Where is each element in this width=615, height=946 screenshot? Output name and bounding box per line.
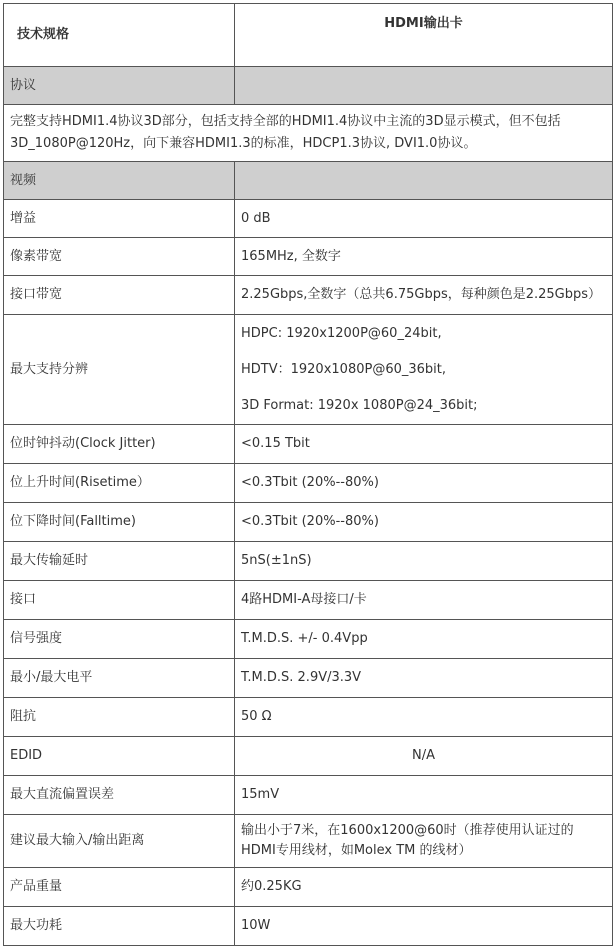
table-row: [4, 815, 613, 868]
table-row: [4, 276, 613, 315]
spec-value: 4路HDMI-A母接口/卡: [235, 581, 613, 620]
spec-key: 信号强度: [4, 620, 235, 659]
spec-key: 增益: [4, 200, 235, 238]
section-row-protocol: [4, 67, 613, 105]
spec-value: 5nS(±1nS): [235, 542, 613, 581]
spec-key: 接口带宽: [4, 276, 235, 315]
spec-key: 最小/最大电平: [4, 659, 235, 698]
spec-value: <0.3Tbit (20%--80%): [235, 503, 613, 542]
spec-value: 10W: [235, 907, 613, 946]
resolution-line: HDPC: 1920x1200P@60_24bit,: [241, 325, 442, 341]
table-row: [4, 315, 613, 425]
spec-value: N/A: [235, 737, 613, 776]
table-header-row: [4, 4, 613, 67]
table-row: [4, 659, 613, 698]
table-row: [4, 620, 613, 659]
spec-value: <0.3Tbit (20%--80%): [235, 464, 613, 503]
spec-key: 位时钟抖动(Clock Jitter): [4, 425, 235, 464]
resolution-line: 3D Format: 1920x 1080P@24_36bit;: [241, 397, 478, 413]
spec-value: 0 dB: [235, 200, 613, 238]
table-row: [4, 200, 613, 238]
spec-key: 建议最大输入/输出距离: [4, 815, 235, 868]
protocol-description-row: [4, 105, 613, 162]
table-row: [4, 776, 613, 815]
section-label-protocol: 协议: [4, 67, 235, 105]
spec-value: <0.15 Tbit: [235, 425, 613, 464]
table-row: [4, 698, 613, 737]
spec-value: 15mV: [235, 776, 613, 815]
table-row: [4, 542, 613, 581]
protocol-description: 完整支持HDMI1.4协议3D部分，包括支持全部的HDMI1.4协议中主流的3D显示模式，但不包括3D_1080P@120Hz，向下兼容HDMI1.3的标准，HDCP1.3协议, DVI1.0协议。: [4, 105, 613, 162]
spec-value: 50 Ω: [235, 698, 613, 737]
spec-key: 位上升时间(Risetime）: [4, 464, 235, 503]
table-row: [4, 868, 613, 907]
spec-key: 阻抗: [4, 698, 235, 737]
spec-key: 最大传输延时: [4, 542, 235, 581]
table-row: [4, 503, 613, 542]
spec-key: 最大支持分辨: [4, 315, 235, 425]
spec-key: 产品重量: [4, 868, 235, 907]
spec-key: EDID: [4, 737, 235, 776]
spec-value: 2.25Gbps,全数字（总共6.75Gbps，每种颜色是2.25Gbps）: [235, 276, 613, 315]
spec-key: 最大直流偏置误差: [4, 776, 235, 815]
resolution-line: HDTV：1920x1080P@60_36bit,: [241, 361, 446, 377]
section-empty: [235, 67, 613, 105]
table-row: [4, 464, 613, 503]
spec-value: 165MHz, 全数字: [235, 238, 613, 276]
spec-value: T.M.D.S. +/- 0.4Vpp: [235, 620, 613, 659]
spec-value: T.M.D.S. 2.9V/3.3V: [235, 659, 613, 698]
spec-table: [3, 3, 613, 946]
spec-value: 约0.25KG: [235, 868, 613, 907]
table-row: [4, 907, 613, 946]
section-label-video: 视频: [4, 162, 235, 200]
section-row-video: [4, 162, 613, 200]
header-key: 技术规格: [4, 4, 235, 67]
spec-key: 接口: [4, 581, 235, 620]
table-row: [4, 238, 613, 276]
spec-value-multiline: [235, 315, 613, 425]
spec-key: 像素带宽: [4, 238, 235, 276]
spec-key: 最大功耗: [4, 907, 235, 946]
table-row: [4, 737, 613, 776]
spec-key: 位下降时间(Falltime): [4, 503, 235, 542]
header-value: HDMI输出卡: [235, 4, 613, 67]
table-row: [4, 581, 613, 620]
table-row: [4, 425, 613, 464]
section-empty: [235, 162, 613, 200]
spec-value: 输出小于7米，在1600x1200@60时（推荐使用认证过的HDMI专用线材，如Molex TM 的线材）: [235, 815, 613, 868]
